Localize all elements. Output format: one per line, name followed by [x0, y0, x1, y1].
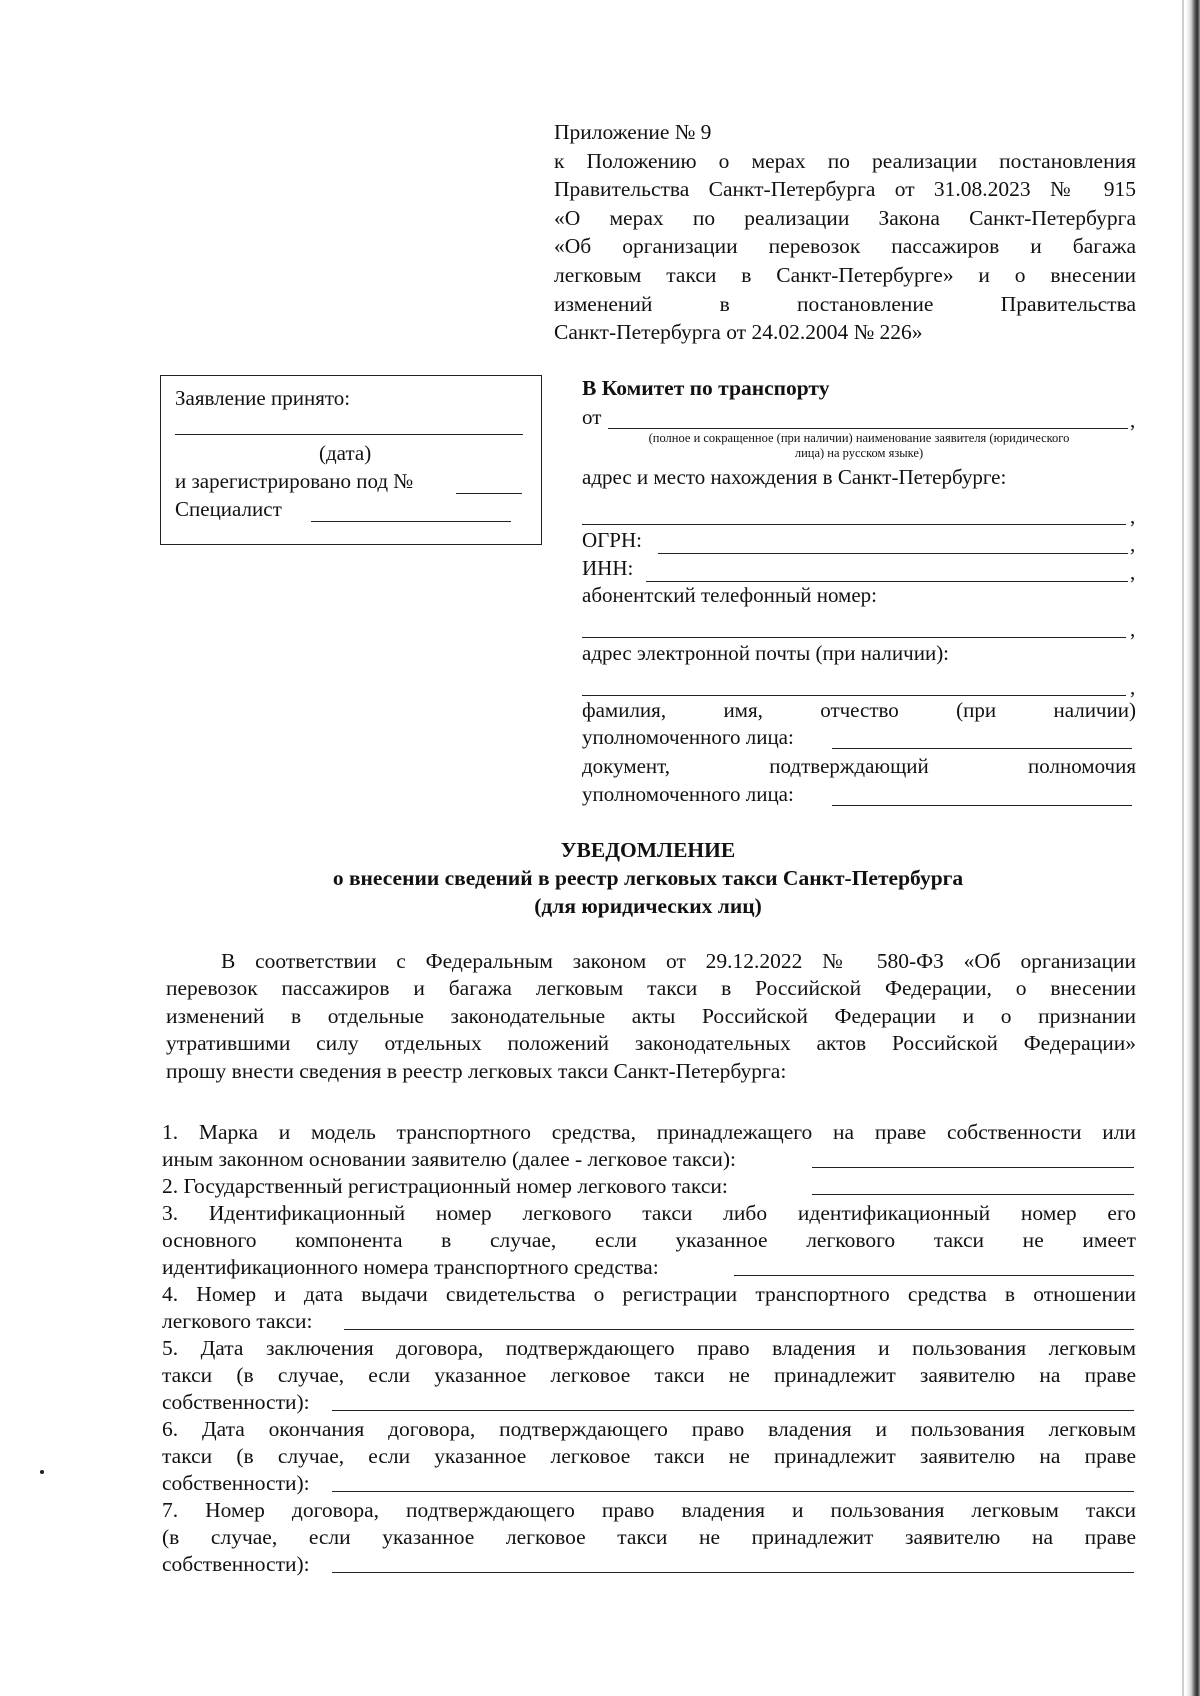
item-line [162, 1146, 1136, 1173]
page-title: УВЕДОМЛЕНИЕ [560, 838, 736, 862]
registration-plate-field[interactable] [812, 1194, 1134, 1195]
list-item [162, 1497, 1136, 1578]
date-label: (дата) [319, 441, 372, 465]
item-text: 3. Идентификационный номер легкового такси либо идентификационный номер его [162, 1201, 1136, 1225]
item-text: (в случае, если указанное легковое такси не принадлежит заявителю на праве [162, 1525, 1136, 1549]
list-item [162, 1281, 1136, 1335]
authorized-label: уполномоченного лица: [582, 725, 794, 749]
ogrn-label: ОГРН: [582, 528, 642, 552]
phone-field[interactable] [582, 637, 1126, 638]
document-label [582, 754, 1136, 779]
intro-line: прошу внести сведения в реестр легковых такси Санкт-Петербурга: [166, 1058, 787, 1083]
appendix-line: «О мерах по реализации Закона Санкт-Петербурга [554, 205, 1136, 230]
item-text: собственности): [162, 1471, 310, 1495]
fio-word: наличии) [1053, 698, 1136, 722]
authorized-label-2: уполномоченного лица: [582, 782, 794, 806]
authorized-person-field[interactable] [832, 748, 1132, 749]
registration-certificate-field[interactable] [344, 1329, 1134, 1330]
registration-number-field[interactable] [456, 493, 522, 494]
intro-line: изменений в отдельные законодательные акты Российской Федерации и о признании [166, 1003, 1136, 1028]
item-text: легкового такси: [162, 1309, 313, 1333]
item-line [162, 1470, 1136, 1497]
ogrn-field[interactable] [658, 553, 1128, 554]
location-label: адрес и место нахождения в Санкт-Петербурге: [582, 465, 1007, 489]
page-subtitle: (для юридических лиц) [534, 894, 762, 918]
item-text: идентификационного номера транспортного средства: [162, 1255, 659, 1279]
item-text: собственности): [162, 1552, 310, 1576]
email-label: адрес электронной почты (при наличии): [582, 641, 950, 665]
list-item [162, 1335, 1136, 1416]
item-text: 2. Государственный регистрационный номер легкового такси: [162, 1174, 728, 1198]
email-field[interactable] [582, 695, 1126, 696]
comma: , [1130, 408, 1136, 432]
contract-start-date-field[interactable] [332, 1410, 1134, 1411]
vehicle-model-field[interactable] [812, 1167, 1134, 1168]
item-text: 5. Дата заключения договора, подтверждающего право владения и пользования легковым [162, 1336, 1136, 1360]
item-line [162, 1308, 1136, 1335]
contract-number-field[interactable] [332, 1572, 1134, 1573]
item-text: иным законном основании заявителю (далее - легковое такси): [162, 1147, 736, 1171]
location-field[interactable] [582, 524, 1126, 525]
intro-line: В соответствии с Федеральным законом от 29.12.2022 № 580-ФЗ «Об организации [221, 949, 1136, 973]
registered-label: и зарегистрировано под № [175, 469, 414, 493]
appendix-header [554, 118, 1136, 347]
list-item [162, 1200, 1136, 1281]
appendix-line: Санкт-Петербурга от 24.02.2004 № 226» [554, 320, 923, 345]
contract-end-date-field[interactable] [332, 1491, 1134, 1492]
page-subtitle: о внесении сведений в реестр легковых такси Санкт-Петербурга [332, 866, 964, 890]
fio-word: имя, [723, 698, 763, 722]
item-text: 4. Номер и дата выдачи свидетельства о регистрации транспортного средства в отношении [162, 1282, 1136, 1306]
inn-label: ИНН: [582, 556, 634, 580]
appendix-line: легковым такси в Санкт-Петербурге» и о внесении [554, 262, 1136, 287]
scan-edge-line [1182, 0, 1184, 1696]
appendix-line: изменений в постановление Правительства [554, 291, 1136, 316]
fio-label [582, 698, 1136, 723]
item-line [162, 1173, 1136, 1200]
comma: , [1130, 560, 1136, 584]
appendix-line: к Положению о мерах по реализации постановления [554, 148, 1136, 173]
intro-paragraph [166, 948, 1136, 1085]
item-text: такси (в случае, если указанное легковое такси не принадлежит заявителю на праве [162, 1363, 1136, 1387]
comma: , [1130, 532, 1136, 556]
fio-word: фамилия, [582, 698, 667, 722]
intro-line: утратившими силу отдельных положений законодательных актов Российской Федерации» [166, 1031, 1136, 1056]
applicant-note: (полное и сокращенное (при наличии) наименование заявителя (юридического [648, 431, 1070, 445]
list-item [162, 1173, 1136, 1200]
document-word: документ, [582, 754, 671, 778]
vin-field[interactable] [734, 1275, 1134, 1276]
item-line [162, 1389, 1136, 1416]
from-label: от [582, 405, 602, 429]
comma: , [1130, 675, 1136, 699]
scan-edge [1186, 0, 1200, 1696]
registration-box [160, 375, 542, 545]
committee-title: В Комитет по транспорту [582, 376, 830, 400]
appendix-line: «Об организации перевозок пассажиров и багажа [554, 234, 1136, 259]
item-line [162, 1551, 1136, 1578]
document-word: полномочия [1028, 754, 1136, 778]
applicant-note: лица) на русском языке) [794, 446, 924, 460]
item-text: основного компонента в случае, если указанное легкового такси не имеет [162, 1228, 1136, 1252]
appendix-line: Приложение № 9 [554, 120, 712, 144]
specialist-field[interactable] [311, 521, 511, 522]
list-item [162, 1416, 1136, 1497]
fio-word: отчество [820, 698, 899, 722]
authority-document-field[interactable] [832, 805, 1132, 806]
applicant-name-field[interactable] [608, 428, 1128, 429]
item-text: 6. Дата окончания договора, подтверждающего право владения и пользования легковым [162, 1417, 1136, 1441]
intro-line: перевозок пассажиров и багажа легковым такси в Российской Федерации, о внесении [166, 976, 1136, 1001]
fio-word: (при [956, 698, 997, 722]
item-line [162, 1254, 1136, 1281]
document-word: подтверждающий [769, 754, 929, 778]
appendix-line: Правительства Санкт-Петербурга от 31.08.2023 № 915 [554, 177, 1136, 202]
specialist-label: Специалист [175, 497, 282, 521]
item-text: 7. Номер договора, подтверждающего право владения и пользования легковым такси [162, 1498, 1136, 1522]
items-list [162, 1119, 1136, 1578]
phone-label: абонентский телефонный номер: [582, 583, 878, 607]
list-item [162, 1119, 1136, 1173]
accepted-label: Заявление принято: [175, 386, 351, 410]
date-field[interactable] [175, 434, 523, 435]
item-text: собственности): [162, 1390, 310, 1414]
comma: , [1130, 617, 1136, 641]
item-text: 1. Марка и модель транспортного средства, принадлежащего на праве собственности или [162, 1120, 1136, 1144]
inn-field[interactable] [646, 581, 1128, 582]
scan-speck [40, 1470, 44, 1474]
comma: , [1130, 504, 1136, 528]
item-text: такси (в случае, если указанное легковое такси не принадлежит заявителю на праве [162, 1444, 1136, 1468]
